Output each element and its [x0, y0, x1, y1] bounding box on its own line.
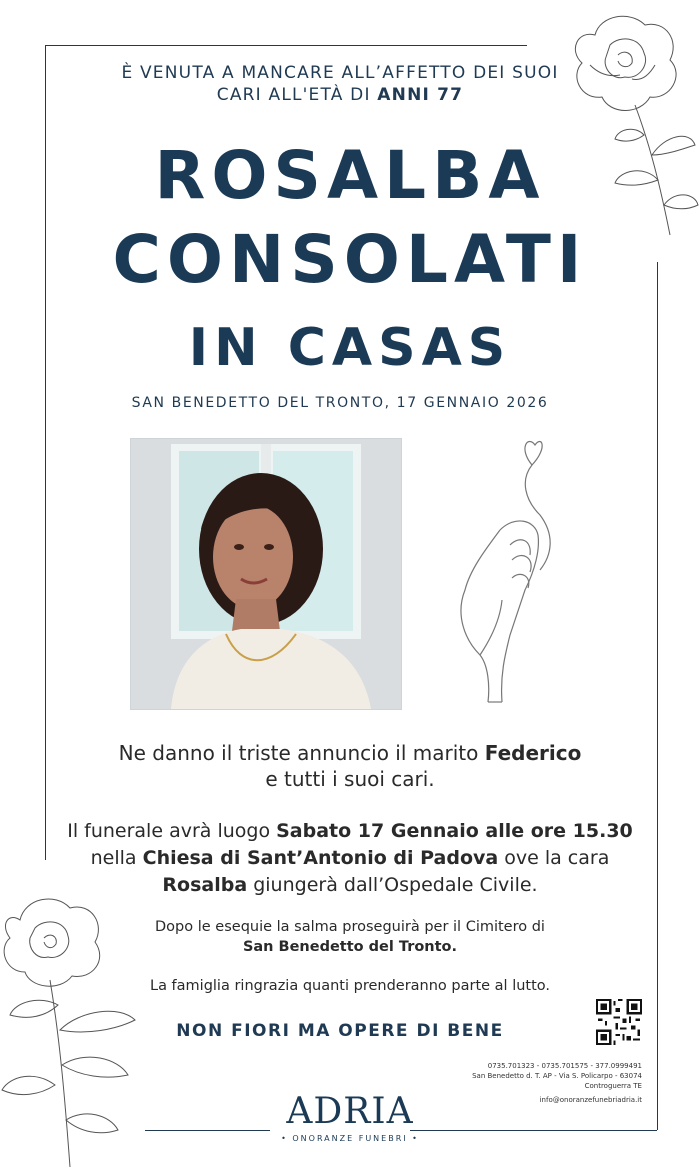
intro-text: [60, 62, 620, 106]
burial-line-1: Dopo le esequie la salma proseguirà per il Cimitero di: [155, 919, 545, 935]
agency-contacts: [430, 1061, 642, 1091]
thanks-text: La famiglia ringrazia quanti prenderanno parte al lutto.: [149, 978, 551, 994]
deceased-married-name: IN CASAS: [188, 318, 512, 378]
age: ANNI 77: [377, 85, 464, 105]
funeral-part-4: giungerà dall’Ospedale Civile.: [247, 874, 538, 896]
frame-line-top: [45, 45, 527, 46]
agency-logo-name: ADRIA: [286, 1091, 414, 1132]
funeral-datetime: Sabato 17 Gennaio alle ore 15.30: [276, 820, 633, 842]
funeral-part-3: ove la cara: [498, 847, 610, 869]
intro-line-2-prefix: CARI ALL'ETÀ DI: [216, 85, 378, 105]
agency-city: Controguerra TE: [584, 1082, 642, 1090]
agency-address: San Benedetto d. T. AP - Via S. Policarpo - 63074: [472, 1072, 642, 1080]
burial-place-bold: San Benedetto del Tronto.: [242, 939, 458, 955]
church-name: Chiesa di Sant’Antonio di Padova: [142, 847, 499, 869]
place-and-date: SAN BENEDETTO DEL TRONTO, 17 GENNAIO 2026: [131, 395, 549, 411]
frame-line-bottom-right: [410, 1130, 657, 1131]
agency-logo-subtitle: • ONORANZE FUNEBRI •: [281, 1134, 419, 1143]
funeral-part-2: nella: [90, 847, 143, 869]
praying-hands-icon: [440, 440, 560, 710]
funeral-text: [60, 818, 640, 899]
deceased-surname: CONSOLATI: [112, 221, 588, 298]
burial-text: [60, 917, 640, 957]
deceased-name-inline: Rosalba: [162, 874, 248, 896]
agency-logo: [260, 1092, 440, 1143]
qr-code-icon[interactable]: [596, 999, 642, 1045]
portrait-photo: [130, 438, 402, 710]
deceased-first-name: ROSALBA: [154, 137, 546, 214]
frame-line-right: [657, 262, 658, 1130]
motto-text: NON FIORI MA OPERE DI BENE: [176, 1021, 504, 1041]
announcement-line-2: e tutti i suoi cari.: [265, 767, 435, 791]
agency-phones: 0735.701323 - 0735.701575 - 377.0999491: [487, 1062, 642, 1070]
agency-email[interactable]: info@onoranzefunebriadria.it: [539, 1096, 642, 1104]
announcement-text: [60, 740, 640, 792]
husband-name: Federico: [484, 741, 582, 765]
frame-line-bottom-left: [145, 1130, 270, 1131]
burial-place: [60, 937, 640, 957]
announcement-prefix: Ne danno il triste annuncio il marito: [118, 741, 485, 765]
announcement-line-1: [60, 740, 640, 766]
intro-line-2: [60, 84, 620, 106]
funeral-part-1: Il funerale avrà luogo: [67, 820, 277, 842]
intro-line-1: È VENUTA A MANCARE ALL’AFFETTO DEI SUOI: [121, 63, 559, 83]
